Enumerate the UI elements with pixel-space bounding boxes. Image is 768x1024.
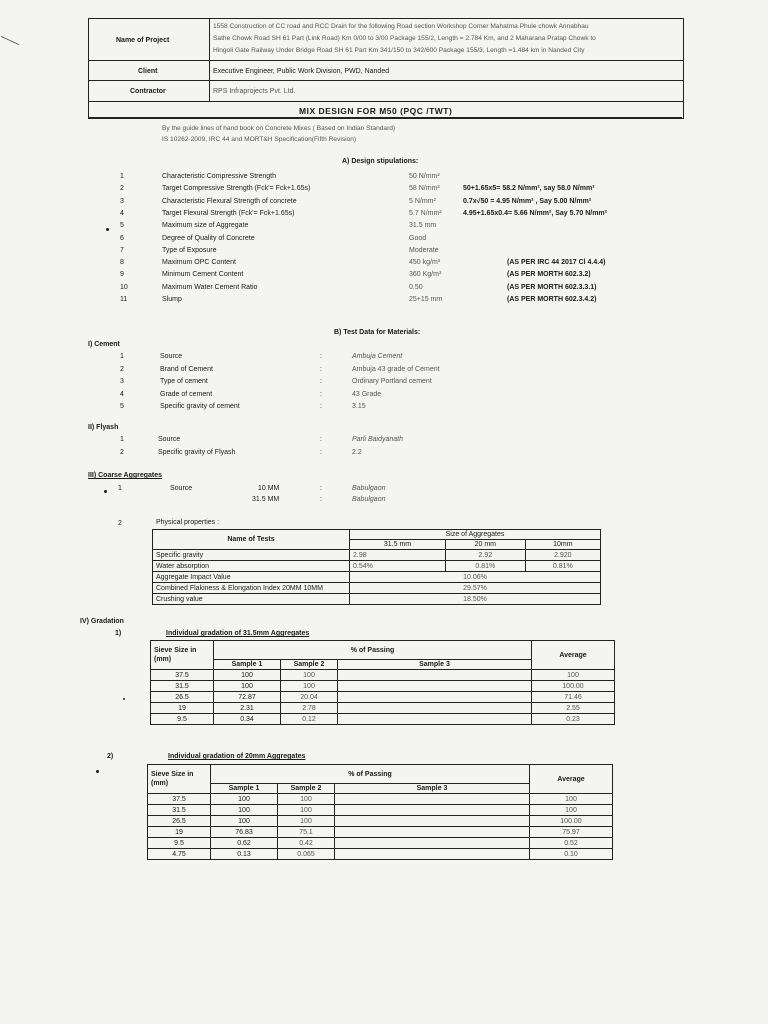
col-name-of-tests: Name of Tests	[153, 530, 350, 550]
stipulation-value: 31.5 mm	[409, 222, 437, 230]
stipulation-value: Good	[409, 234, 427, 242]
sample-2-value: 100	[281, 681, 338, 692]
col-size: 31.5 mm	[350, 540, 446, 550]
stipulation-ref: (AS PER MORTH 602.3.4.2)	[507, 296, 597, 303]
stipulation-no: 7	[120, 246, 124, 254]
gradation-row	[148, 838, 613, 849]
phys-merged-value: 18.50%	[350, 594, 601, 605]
col-sample: Sample 3	[335, 784, 530, 794]
gradation-31mm-table	[150, 640, 615, 725]
average-value: 100.00	[530, 816, 613, 827]
average-value: 2.55	[532, 703, 615, 714]
col-sample: Sample 1	[214, 660, 281, 670]
average-value: 100	[532, 670, 615, 681]
phys-value: 0.54%	[350, 561, 446, 572]
sample-3-value	[335, 816, 530, 827]
gradation-row	[151, 714, 615, 725]
stipulation-calc: 50+1.65x5= 58.2 N/mm², say 58.0 N/mm²	[463, 185, 595, 193]
stipulation-name: Maximum size of Aggregate	[162, 222, 249, 230]
col-percent-passing: % of Passing	[214, 641, 532, 660]
sample-1-value: 100	[211, 794, 278, 805]
sieve-size: 19	[151, 703, 214, 714]
col-sieve-size: Sieve Size in (mm)	[151, 641, 214, 670]
header-box	[88, 18, 684, 119]
phys-test-name: Crushing value	[153, 594, 350, 605]
col-sample: Sample 1	[211, 784, 278, 794]
stipulation-value: Moderate	[409, 246, 439, 254]
colon: :	[320, 390, 322, 398]
sample-1-value: 76.83	[211, 827, 278, 838]
colon: :	[320, 403, 322, 410]
stipulation-calc: 4.95+1.65x0.4= 5.66 N/mm², Say 5.70 N/mm²	[463, 209, 607, 217]
sample-2-value: 100	[278, 794, 335, 805]
sample-3-value	[335, 849, 530, 860]
flyash-value: 2.2	[352, 448, 362, 456]
average-value: 71.46	[532, 692, 615, 703]
stipulation-ref: (AS PER MORTH 602.3.3.1)	[507, 283, 597, 291]
col-sample: Sample 3	[338, 660, 532, 670]
sample-3-value	[338, 714, 532, 725]
sieve-size: 19	[148, 827, 211, 838]
physical-no: 2	[118, 520, 122, 527]
average-value: 100.00	[532, 681, 615, 692]
stipulation-name: Type of Exposure	[162, 246, 217, 254]
sieve-size: 31.5	[148, 805, 211, 816]
gradation-20mm-table	[147, 764, 613, 860]
stipulation-no: 1	[120, 173, 124, 180]
colon: :	[320, 365, 322, 373]
sieve-size: 26.5	[148, 816, 211, 827]
stipulation-name: Characteristic Compressive Strength	[162, 173, 276, 180]
average-value: 100	[530, 794, 613, 805]
sample-3-value	[335, 794, 530, 805]
stipulation-calc: 0.7x√50 = 4.95 N/mm² , Say 5.00 N/mm²	[463, 197, 592, 205]
gradation-row	[151, 703, 615, 714]
sample-1-value: 100	[211, 805, 278, 816]
grad1-title: Individual gradation of 31.5mm Aggregates	[166, 630, 310, 637]
average-value: 0.23	[532, 714, 615, 725]
section-b-heading: B) Test Data for Materials:	[334, 329, 421, 336]
sample-3-value	[335, 838, 530, 849]
flyash-no: 2	[120, 448, 124, 456]
stipulation-name: Maximum OPC Content	[162, 259, 236, 267]
cement-no: 5	[120, 403, 124, 410]
grad2-title: Individual gradation of 20mm Aggregates	[168, 753, 306, 760]
coarse-size: 10 MM	[258, 485, 280, 492]
colon: :	[320, 448, 322, 456]
stipulation-value: 50 N/mm²	[409, 173, 440, 180]
sample-3-value	[338, 670, 532, 681]
stipulation-no: 2	[120, 185, 124, 193]
guide-line-1: By the guide lines of hand book on Concrete Mixes ( Based on Indian Standard)	[162, 125, 396, 132]
cement-no: 2	[120, 365, 124, 373]
average-value: 100	[530, 805, 613, 816]
colon: :	[320, 353, 322, 360]
stipulation-no: 8	[120, 259, 124, 267]
gradation-row	[151, 670, 615, 681]
flyash-heading: II) Flyash	[88, 424, 119, 431]
colon: :	[320, 485, 322, 492]
scan-dot	[96, 770, 99, 773]
flyash-name: Source	[158, 436, 181, 443]
stipulation-value: 360 Kg/m³	[409, 271, 442, 279]
phys-test-name: Specific gravity	[153, 550, 350, 561]
cement-value: Ambuja 43 grade of Cement	[352, 365, 440, 373]
gradation-row	[151, 681, 615, 692]
stipulation-name: Target Compressive Strength (Fck'= Fck+1.65s)	[162, 185, 311, 193]
gradation-row	[148, 849, 613, 860]
sample-2-value: 0.065	[278, 849, 335, 860]
phys-value: 2.920	[525, 550, 600, 561]
cement-name: Brand of Cement	[160, 365, 213, 373]
gradation-row	[148, 794, 613, 805]
col-sample: Sample 2	[281, 660, 338, 670]
project-value-line1: 1558 Construction of CC road and RCC Drain for the following Road section Workshop Corner Mahatma Phule chowk Annabhau	[213, 23, 589, 30]
coarse-source-no: 1	[118, 485, 122, 492]
cement-heading: I) Cement	[88, 341, 120, 348]
sieve-size: 9.5	[151, 714, 214, 725]
gradation-heading: IV) Gradation	[80, 618, 124, 625]
colon: :	[320, 496, 322, 503]
phys-row	[153, 583, 601, 594]
physical-label: Physical properties :	[156, 519, 220, 526]
sample-3-value	[338, 703, 532, 714]
sample-2-value: 0.12	[281, 714, 338, 725]
col-size: 10mm	[525, 540, 600, 550]
scan-dot	[104, 490, 107, 493]
colon: :	[320, 378, 322, 385]
stipulation-name: Target Flexural Strength (Fck'= Fck+1.65s)	[162, 209, 295, 217]
sample-2-value: 75.1	[278, 827, 335, 838]
phys-value: 0.81%	[525, 561, 600, 572]
scan-dot	[106, 228, 109, 231]
flyash-value: Parli Baidyanath	[352, 436, 403, 443]
client-label: Client	[138, 68, 158, 75]
cement-no: 1	[120, 353, 124, 360]
phys-value: 2.98	[350, 550, 446, 561]
col-size-of-aggregates: Size of Aggregates	[350, 530, 601, 540]
stipulation-no: 10	[120, 283, 128, 291]
average-value: 0.52	[530, 838, 613, 849]
phys-value: 0.81%	[446, 561, 526, 572]
stipulation-no: 5	[120, 222, 124, 230]
phys-row	[153, 572, 601, 583]
stipulation-no: 6	[120, 234, 124, 242]
grad1-no: 1)	[115, 630, 122, 637]
stipulation-value: 58 N/mm²	[409, 185, 440, 193]
phys-test-name: Water absorption	[153, 561, 350, 572]
col-average: Average	[532, 641, 615, 670]
col-sieve-size: Sieve Size in (mm)	[148, 765, 211, 794]
phys-test-name: Combined Flakiness & Elongation Index 20MM 10MM	[153, 583, 350, 594]
stipulation-value: 450 kg/m³	[409, 259, 441, 267]
sample-2-value: 100	[278, 816, 335, 827]
average-value: 0.10	[530, 849, 613, 860]
sample-2-value: 100	[278, 805, 335, 816]
gradation-row	[151, 692, 615, 703]
sample-1-value: 100	[214, 681, 281, 692]
phys-value: 2.92	[446, 550, 526, 561]
cement-no: 4	[120, 390, 124, 398]
sieve-size: 26.5	[151, 692, 214, 703]
coarse-heading: III) Coarse Aggregates	[88, 472, 163, 479]
stipulation-value: 5.7 N/mm²	[409, 209, 442, 217]
contractor-label: Contractor	[130, 88, 166, 95]
stipulation-ref: (AS PER IRC 44 2017 Cl 4.4.4)	[507, 259, 606, 267]
sample-2-value: 20.04	[281, 692, 338, 703]
sample-2-value: 2.78	[281, 703, 338, 714]
stipulation-name: Degree of Quality of Concrete	[162, 234, 255, 242]
gradation-row	[148, 816, 613, 827]
sample-3-value	[335, 805, 530, 816]
flyash-name: Specific gravity of Flyash	[158, 448, 236, 456]
phys-merged-value: 29.57%	[350, 583, 601, 594]
cement-value: 3.15	[352, 403, 366, 410]
sample-1-value: 2.31	[214, 703, 281, 714]
coarse-value: Babulgaon	[352, 485, 386, 492]
cement-value: Ambuja Cement	[352, 353, 403, 360]
average-value: 75.97	[530, 827, 613, 838]
coarse-size: 31.5 MM	[252, 496, 280, 503]
sample-1-value: 100	[214, 670, 281, 681]
gradation-row	[148, 805, 613, 816]
stipulation-name: Maximum Water Cement Ratio	[162, 283, 258, 291]
grad2-no: 2)	[107, 753, 114, 760]
project-value-line3: Hingoli Gate Railway Under Bridge Road SH 61 Part Km 341/150 to 342/600 Package 155/3, Length =1.484 km in Nanded City	[213, 47, 585, 54]
sieve-size: 31.5	[151, 681, 214, 692]
stipulation-value: 25+15 mm	[409, 296, 443, 303]
phys-merged-value: 10.06%	[350, 572, 601, 583]
stipulation-ref: (AS PER MORTH 602.3.2)	[507, 271, 591, 279]
stipulation-name: Slump	[162, 296, 182, 303]
title-underline	[88, 117, 682, 118]
document-title: MIX DESIGN FOR M50 (PQC /TWT)	[299, 106, 453, 116]
stipulation-no: 9	[120, 271, 124, 279]
sieve-size: 9.5	[148, 838, 211, 849]
sample-3-value	[338, 681, 532, 692]
project-value-line2: Sathe Chowk Road SH 61 Part (Link Road) Km 0/00 to 3/00 Package 155/2, Length = 2.784 Km, and 2 Maharana Pratap Chowk to	[213, 35, 596, 42]
sample-3-value	[338, 692, 532, 703]
coarse-value: Babulgaon	[352, 496, 386, 503]
phys-test-name: Aggregate Impact Value	[153, 572, 350, 583]
cement-name: Type of cement	[160, 378, 208, 385]
sample-3-value	[335, 827, 530, 838]
stipulation-name: Minimum Cement Content	[162, 271, 244, 279]
cement-no: 3	[120, 378, 124, 385]
scan-mark	[1, 36, 20, 45]
coarse-source-label: Source	[170, 485, 193, 492]
cement-value: 43 Grade	[352, 390, 382, 398]
cement-name: Grade of cement	[160, 390, 213, 398]
stipulation-no: 4	[120, 209, 124, 217]
sample-2-value: 0.42	[278, 838, 335, 849]
section-a-heading: A) Design stipulations:	[342, 158, 419, 165]
gradation-row	[148, 827, 613, 838]
sieve-size: 37.5	[151, 670, 214, 681]
col-average: Average	[530, 765, 613, 794]
physical-properties-table	[152, 529, 601, 605]
sieve-size: 4.75	[148, 849, 211, 860]
client-value: Executive Engineer, Public Work Division, PWD, Nanded	[213, 68, 390, 75]
col-sample: Sample 2	[278, 784, 335, 794]
stipulation-value: 5 N/mm²	[409, 197, 436, 205]
sample-2-value: 100	[281, 670, 338, 681]
stipulation-no: 11	[120, 296, 128, 303]
stipulation-no: 3	[120, 197, 124, 205]
sample-1-value: 72.87	[214, 692, 281, 703]
sample-1-value: 100	[211, 816, 278, 827]
cement-name: Specific gravity of cement	[160, 403, 240, 410]
cement-name: Source	[160, 353, 183, 360]
colon: :	[320, 436, 322, 443]
cement-value: Ordinary Portland cement	[352, 378, 432, 385]
stipulation-name: Characteristic Flexural Strength of concrete	[162, 197, 297, 205]
stipulation-value: 0.50	[409, 283, 423, 291]
col-size: 20 mm	[446, 540, 526, 550]
contractor-value: RPS Infraprojects Pvt. Ltd.	[213, 88, 296, 95]
sieve-size: 37.5	[148, 794, 211, 805]
scan-dot	[123, 698, 125, 700]
col-percent-passing: % of Passing	[211, 765, 530, 784]
flyash-no: 1	[120, 436, 124, 443]
phys-row	[153, 550, 601, 561]
phys-row	[153, 594, 601, 605]
sample-1-value: 0.13	[211, 849, 278, 860]
phys-row	[153, 561, 601, 572]
project-label: Name of Project	[116, 37, 170, 44]
guide-line-2: IS 10262-2009, IRC 44 and MORT&H Specification(Fifth Revision)	[162, 136, 357, 143]
sample-1-value: 0.34	[214, 714, 281, 725]
sample-1-value: 0.62	[211, 838, 278, 849]
